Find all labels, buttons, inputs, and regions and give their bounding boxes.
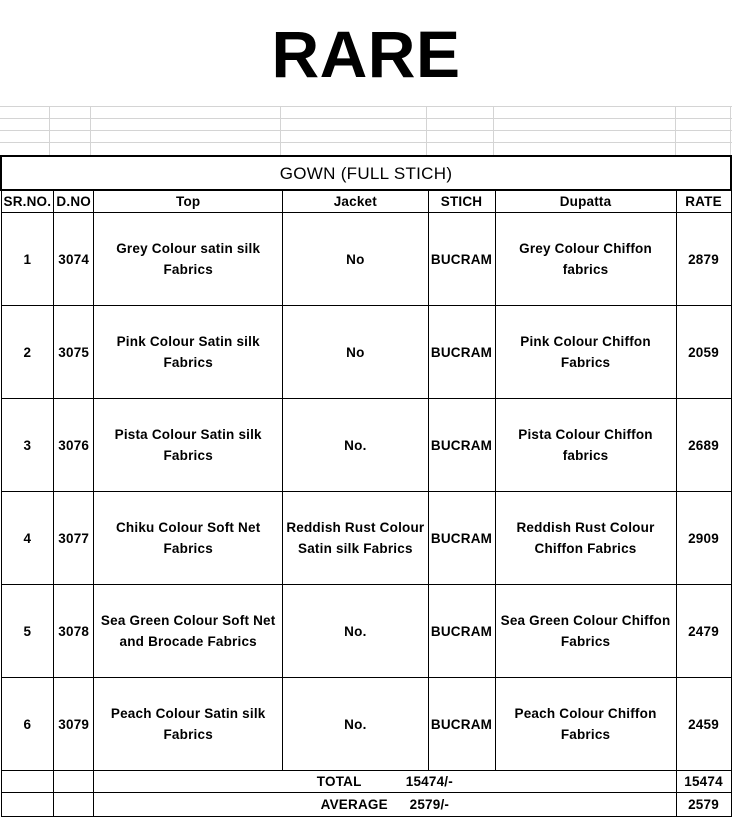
price-table: [0, 155, 732, 817]
cell-jacket: No.: [283, 585, 428, 678]
cell-sr: 6: [1, 678, 54, 771]
cell-rate: 2879: [676, 213, 731, 306]
cell-stich: BUCRAM: [428, 492, 495, 585]
cell-dupatta: Reddish Rust Colour Chiffon Fabrics: [495, 492, 676, 585]
cell-top: Peach Colour Satin silk Fabrics: [94, 678, 283, 771]
empty-cell: [1, 771, 54, 793]
header-dupatta: Dupatta: [495, 190, 676, 213]
total-label: TOTAL: [316, 774, 362, 789]
cell-rate: 2689: [676, 399, 731, 492]
header-jacket: Jacket: [283, 190, 428, 213]
cell-jacket: No.: [283, 678, 428, 771]
table-row: [1, 399, 731, 492]
cell-sr: 3: [1, 399, 54, 492]
cell-dupatta: Grey Colour Chiffon fabrics: [495, 213, 676, 306]
header-rate: RATE: [676, 190, 731, 213]
cell-dno: 3076: [54, 399, 94, 492]
average-row: [1, 793, 731, 817]
total-value: 15474/-: [405, 774, 453, 789]
average-summary: [94, 793, 676, 817]
cell-jacket: No: [283, 213, 428, 306]
cell-jacket: Reddish Rust Colour Satin silk Fabrics: [283, 492, 428, 585]
spreadsheet-gridlines: [0, 106, 732, 156]
table-row: [1, 306, 731, 399]
cell-rate: 2909: [676, 492, 731, 585]
header-sr-no: SR.NO.: [1, 190, 54, 213]
cell-rate: 2459: [676, 678, 731, 771]
cell-dupatta: Peach Colour Chiffon Fabrics: [495, 678, 676, 771]
header-d-no: D.NO: [54, 190, 94, 213]
page-title: RARE: [271, 17, 461, 91]
table-row: [1, 585, 731, 678]
total-rate: 15474: [676, 771, 731, 793]
cell-top: Sea Green Colour Soft Net and Brocade Fabrics: [94, 585, 283, 678]
header-row: [1, 190, 731, 213]
cell-dupatta: Pista Colour Chiffon fabrics: [495, 399, 676, 492]
cell-sr: 4: [1, 492, 54, 585]
cell-top: Grey Colour satin silk Fabrics: [94, 213, 283, 306]
average-label: AVERAGE: [320, 797, 388, 812]
cell-dno: 3075: [54, 306, 94, 399]
cell-rate: 2479: [676, 585, 731, 678]
empty-cell: [54, 793, 94, 817]
table-caption: GOWN (FULL STICH): [1, 156, 731, 190]
cell-dno: 3078: [54, 585, 94, 678]
header-top: Top: [94, 190, 283, 213]
cell-dno: 3074: [54, 213, 94, 306]
cell-top: Pink Colour Satin silk Fabrics: [94, 306, 283, 399]
cell-dno: 3079: [54, 678, 94, 771]
table-row: [1, 213, 731, 306]
cell-dupatta: Sea Green Colour Chiffon Fabrics: [495, 585, 676, 678]
total-row: [1, 771, 731, 793]
cell-stich: BUCRAM: [428, 678, 495, 771]
cell-dno: 3077: [54, 492, 94, 585]
cell-stich: BUCRAM: [428, 585, 495, 678]
caption-row: [1, 156, 731, 190]
total-summary: [94, 771, 676, 793]
cell-sr: 2: [1, 306, 54, 399]
cell-rate: 2059: [676, 306, 731, 399]
empty-cell: [54, 771, 94, 793]
cell-jacket: No: [283, 306, 428, 399]
cell-stich: BUCRAM: [428, 399, 495, 492]
table-row: [1, 492, 731, 585]
cell-dupatta: Pink Colour Chiffon Fabrics: [495, 306, 676, 399]
cell-stich: BUCRAM: [428, 306, 495, 399]
table-row: [1, 678, 731, 771]
cell-sr: 1: [1, 213, 54, 306]
cell-top: Chiku Colour Soft Net Fabrics: [94, 492, 283, 585]
cell-jacket: No.: [283, 399, 428, 492]
cell-sr: 5: [1, 585, 54, 678]
cell-top: Pista Colour Satin silk Fabrics: [94, 399, 283, 492]
empty-cell: [1, 793, 54, 817]
header-stich: STICH: [428, 190, 495, 213]
average-value: 2579/-: [409, 797, 450, 812]
cell-stich: BUCRAM: [428, 213, 495, 306]
average-rate: 2579: [676, 793, 731, 817]
